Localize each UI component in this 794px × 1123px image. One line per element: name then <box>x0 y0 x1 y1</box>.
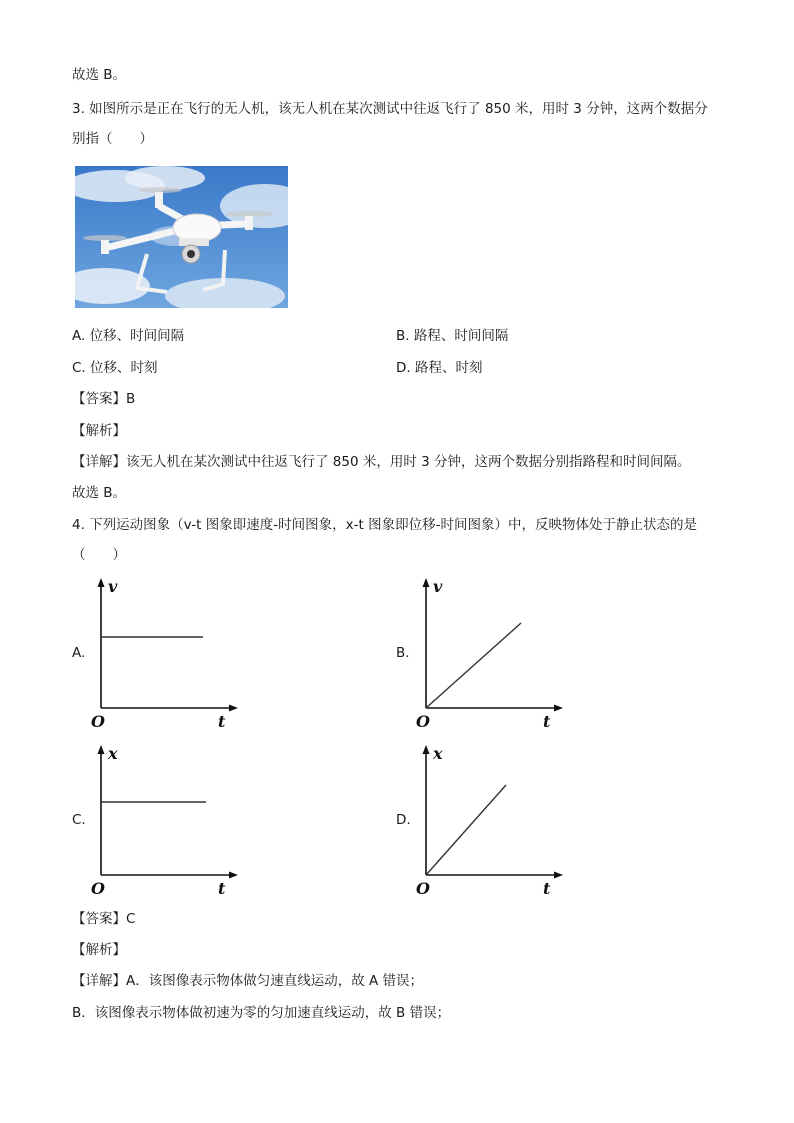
y-axis-arrow-icon <box>98 745 105 754</box>
y-axis-arrow-icon <box>423 578 430 587</box>
q3-option-c: C. 位移、时刻 <box>72 360 158 376</box>
question-3-text: 3. 如图所示是正在飞行的无人机，该无人机在某次测试中往返飞行了 850 米，用时 3 分钟，这两个数据分 <box>72 101 708 117</box>
question-4-text-cont: （ ） <box>72 547 126 563</box>
graph-c <box>88 742 248 902</box>
y-axis-arrow-icon <box>98 578 105 587</box>
q4-option-d-label: D. <box>396 812 411 828</box>
x-axis-arrow-icon <box>229 705 238 712</box>
analysis-4-heading: 【解析】 <box>72 942 126 958</box>
x-axis-arrow-icon <box>554 872 563 879</box>
x-axis-label: t <box>543 712 551 731</box>
y-axis-label: x <box>108 744 118 763</box>
x-axis-label: t <box>218 879 226 898</box>
origin-label: O <box>416 879 430 898</box>
q4-option-b-label: B. <box>396 645 410 661</box>
text-line: 故选 B。 <box>72 485 127 501</box>
origin-label: O <box>416 712 430 731</box>
origin-label: O <box>91 712 105 731</box>
graph-line <box>426 785 506 875</box>
answer-4: 【答案】C <box>72 911 136 927</box>
y-axis-arrow-icon <box>423 745 430 754</box>
x-axis-label: t <box>543 879 551 898</box>
q4-option-a-label: A. <box>72 645 86 661</box>
detail-4-a: 【详解】A．该图像表示物体做匀速直线运动，故 A 错误； <box>72 973 424 989</box>
y-axis-label: v <box>108 577 118 596</box>
detail-4-b: B．该图像表示物体做初速为零的匀加速直线运动，故 B 错误； <box>72 1005 451 1021</box>
text-line: 故选 B。 <box>72 67 127 83</box>
detail-3: 【详解】该无人机在某次测试中往返飞行了 850 米，用时 3 分钟，这两个数据分别指路程和时间间隔。 <box>72 454 691 470</box>
question-3-text-cont: 别指（ ） <box>72 131 153 147</box>
question-4-text: 4. 下列运动图象（v-t 图象即速度-时间图象，x-t 图象即位移-时间图象）中，反映物体处于静止状态的是 <box>72 517 697 533</box>
graph-b <box>413 575 573 735</box>
q3-option-d: D. 路程、时刻 <box>396 360 483 376</box>
q3-option-b: B. 路程、时间间隔 <box>396 328 509 344</box>
y-axis-label: v <box>433 577 443 596</box>
graph-a <box>88 575 248 735</box>
x-axis-arrow-icon <box>554 705 563 712</box>
q4-option-c-label: C. <box>72 812 86 828</box>
x-axis-label: t <box>218 712 226 731</box>
q3-option-a: A. 位移、时间间隔 <box>72 328 185 344</box>
graph-d <box>413 742 573 902</box>
x-axis-arrow-icon <box>229 872 238 879</box>
y-axis-label: x <box>433 744 443 763</box>
graph-line <box>426 623 521 708</box>
drone-photo <box>75 166 288 308</box>
origin-label: O <box>91 879 105 898</box>
answer-3: 【答案】B <box>72 391 136 407</box>
analysis-3-heading: 【解析】 <box>72 423 126 439</box>
